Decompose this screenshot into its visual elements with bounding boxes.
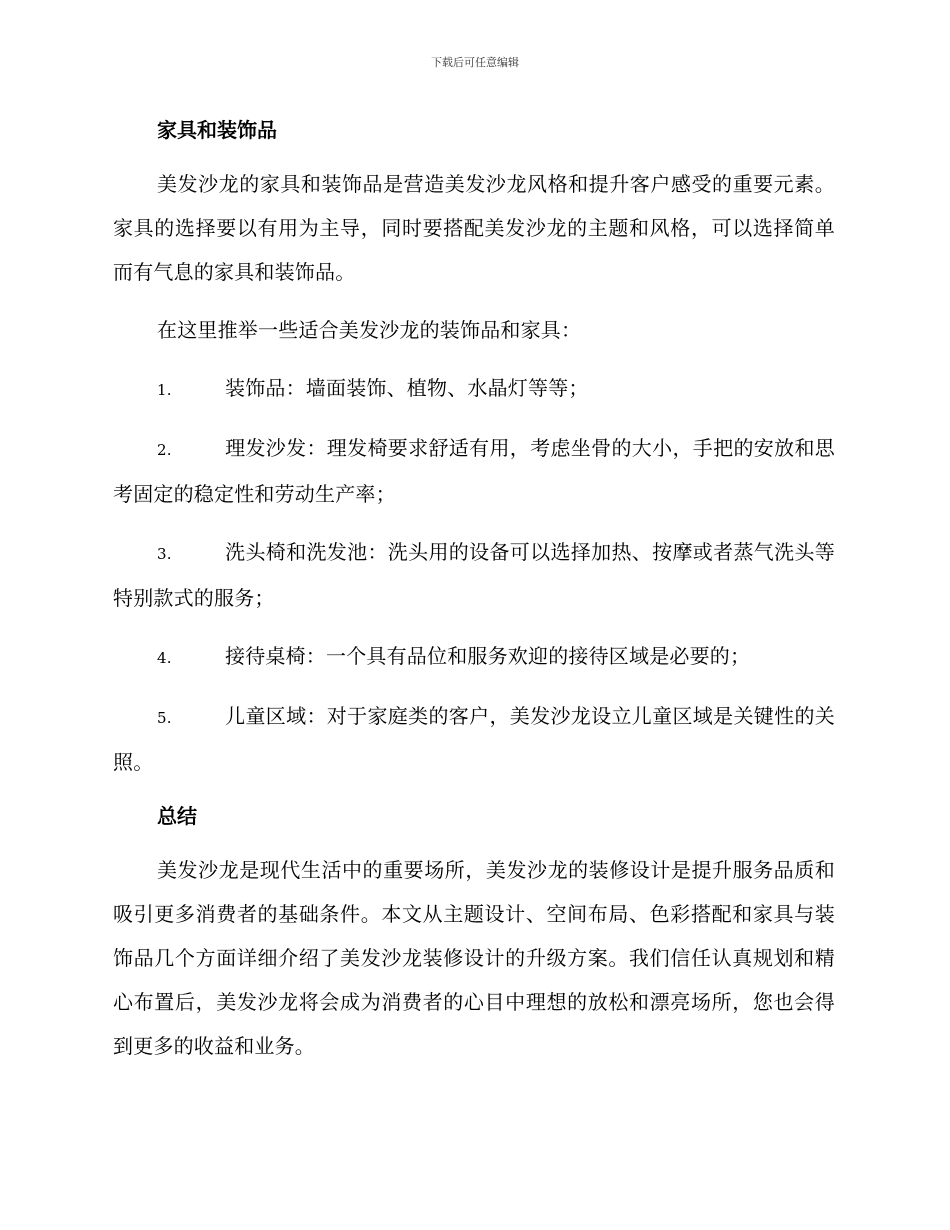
paragraph-summary: 美发沙龙是现代生活中的重要场所，美发沙龙的装修设计是提升服务品质和吸引更多消费者的基础条件。本文从主题设计、空间布局、色彩搭配和家具与装饰品几个方面详细介绍了美发沙龙装修设计的升级方案。我们信任认真规划和精心布置后，美发沙龙将会成为消费者的心目中理想的放松和漂亮场所，您也会得到更多的收益和业务。	[113, 858, 835, 1058]
list-item-text: 接待桌椅：一个具有品位和服务欢迎的接待区域是必要的；	[225, 644, 751, 668]
list-item-number: 4.	[157, 649, 172, 667]
list-item-text: 儿童区域：对于家庭类的客户，美发沙龙设立儿童区域是关键性的关照。	[113, 704, 835, 774]
list-item-text: 装饰品：墙面装饰、植物、水晶灯等等；	[225, 376, 589, 400]
list-item-number: 5.	[157, 709, 172, 727]
list-item-text: 理发沙发：理发椅要求舒适有用，考虑坐骨的大小，手把的安放和思考固定的稳定性和劳动生产率；	[113, 436, 835, 506]
document-content	[113, 112, 835, 1068]
list-item	[113, 366, 835, 412]
furniture-list	[113, 366, 835, 784]
paragraph-furniture-lead: 在这里推举一些适合美发沙龙的装饰品和家具：	[157, 318, 582, 342]
list-item-number: 2.	[157, 441, 172, 459]
section-heading-furniture: 家具和装饰品	[157, 118, 277, 142]
section-heading-summary: 总结	[157, 804, 197, 828]
list-item	[113, 530, 835, 620]
list-item-number: 3.	[157, 545, 172, 563]
header-note: 下载后可任意编辑	[431, 56, 519, 69]
list-item	[113, 426, 835, 516]
list-item-number: 1.	[157, 381, 172, 399]
list-item	[113, 634, 835, 680]
list-item	[113, 694, 835, 784]
list-item-text: 洗头椅和洗发池：洗头用的设备可以选择加热、按摩或者蒸气洗头等特别款式的服务；	[113, 540, 835, 610]
paragraph-furniture-intro: 美发沙龙的家具和装饰品是营造美发沙龙风格和提升客户感受的重要元素。家具的选择要以有用为主导，同时要搭配美发沙龙的主题和风格，可以选择简单而有气息的家具和装饰品。	[113, 172, 835, 284]
